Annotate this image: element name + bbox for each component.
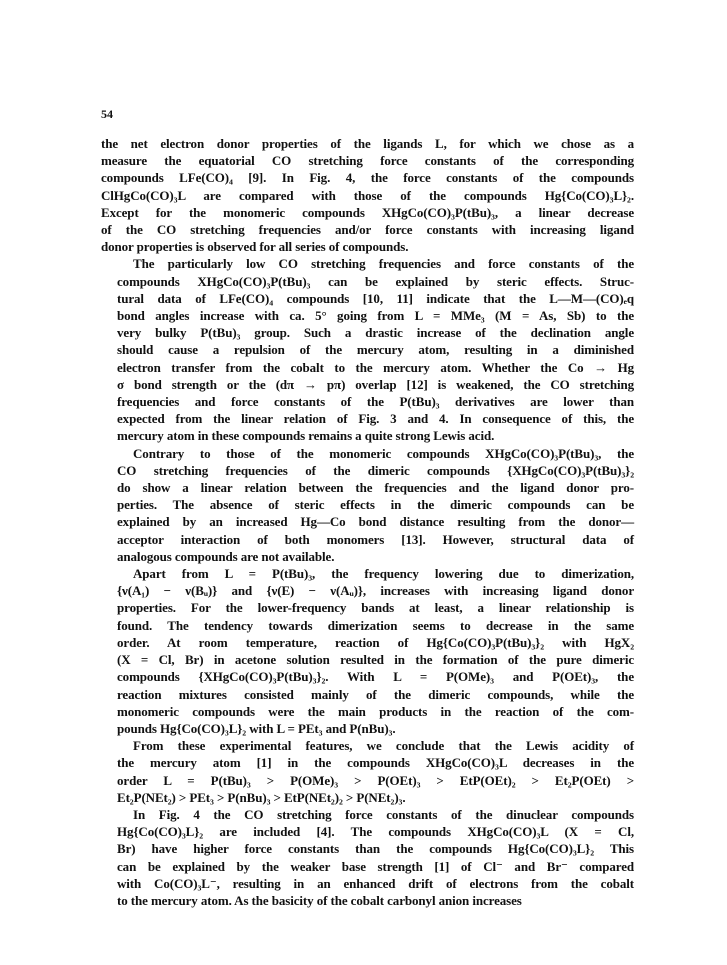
paragraph: [101, 565, 634, 737]
text-line: In Fig. 4 the CO stretching force constants of the dinuclear compounds: [133, 806, 634, 822]
text-line: {ν(A₁) − ν(Bᵤ)} and {ν(E) − ν(Aᵤ)}, increases with increasing ligand donor: [117, 583, 634, 599]
text-line: Except for the monomeric compounds XHgCo(CO)₃P(tBu)₃, a linear decrease: [101, 204, 634, 220]
page-number: 54: [101, 107, 113, 121]
text-line: do show a linear relation between the frequencies and the ligand donor pro-: [117, 480, 634, 496]
paragraph: [101, 806, 634, 909]
text-line: should cause a repulsion of the mercury atom, resulting in a diminished: [117, 342, 634, 358]
text-line: acceptor interaction of both monomers [13]. However, structural data of: [117, 531, 634, 547]
text-line: to the mercury atom. As the basicity of the cobalt carbonyl anion increases: [117, 892, 522, 908]
text-line: perties. The absence of steric effects in the dimeric compounds can be: [117, 497, 634, 513]
text-line: compounds {XHgCo(CO)₃P(tBu)₃}₂. With L = P(OMe)₃ and P(OEt)₃, the: [117, 669, 634, 685]
text-line: electron transfer from the cobalt to the mercury atom. Whether the Co → Hg: [117, 359, 634, 375]
paragraph: [101, 445, 634, 565]
text-line: The particularly low CO stretching frequencies and force constants of the: [133, 256, 634, 272]
text-line: of the CO stretching frequencies and/or force constants with increasing ligand: [101, 222, 634, 238]
paragraph: [101, 255, 634, 444]
text-line: can be explained by the weaker base strength [1] of Cl⁻ and Br⁻ compared: [117, 858, 634, 874]
paragraph: [101, 737, 634, 806]
text-line: analogous compounds are not available.: [117, 548, 335, 564]
text-line: monomeric compounds were the main products in the reaction of the com-: [117, 703, 634, 719]
text-line: Contrary to those of the monomeric compounds XHgCo(CO)₃P(tBu)₃, the: [133, 445, 634, 461]
text-line: bond angles increase with ca. 5° going from L = MMe₃ (M = As, Sb) to the: [117, 308, 634, 324]
text-line: the net electron donor properties of the ligands L, for which we chose as a: [101, 136, 634, 151]
text-line: order L = P(tBu)₃ > P(OMe)₃ > P(OEt)₃ > EtP(OEt)₂ > Et₂P(OEt) >: [117, 772, 634, 788]
text-line: reaction mixtures consisted mainly of the dimeric compounds, while the: [117, 686, 634, 702]
text-line: properties. For the lower-frequency bands at least, a linear relationship is: [117, 600, 634, 616]
text-line: donor properties is observed for all series of compounds.: [101, 239, 409, 255]
text-line: compounds LFe(CO)₄ [9]. In Fig. 4, the force constants of the compounds: [101, 170, 634, 186]
text-line: Et₂P(NEt₂) > PEt₃ > P(nBu)₃ > EtP(NEt₂)₂ > P(NEt₂)₃.: [117, 789, 406, 805]
text-line: Hg{Co(CO)₃L}₂ are included [4]. The compounds XHgCo(CO)₃L (X = Cl,: [117, 824, 634, 840]
text-line: mercury atom in these compounds remains a quite strong Lewis acid.: [117, 428, 495, 444]
text-line: with Co(CO)₃L⁻, resulting in an enhanced drift of electrons from the cobalt: [117, 875, 634, 891]
text-line: CO stretching frequencies of the dimeric compounds {XHgCo(CO)₃P(tBu)₃}₂: [117, 462, 634, 478]
text-line: From these experimental features, we conclude that the Lewis acidity of: [133, 738, 634, 754]
text-line: measure the equatorial CO stretching force constants of the corresponding: [101, 153, 634, 169]
body-text: [101, 135, 634, 909]
text-line: tural data of LFe(CO)₄ compounds [10, 11] indicate that the L—M—(CO)ₑq: [117, 290, 634, 306]
text-line: order. At room temperature, reaction of Hg{Co(CO)₃P(tBu)₃}₂ with HgX₂: [117, 634, 634, 650]
text-line: (X = Cl, Br) in acetone solution resulted in the formation of the pure dimeric: [117, 652, 634, 668]
text-line: σ bond strength or the (dπ → pπ) overlap [12] is weakened, the CO stretching: [117, 376, 634, 392]
text-line: Apart from L = P(tBu)₃, the frequency lowering due to dimerization,: [133, 566, 634, 582]
text-line: frequencies and force constants of the P(tBu)₃ derivatives are lower than: [117, 394, 634, 410]
text-line: ClHgCo(CO)₃L are compared with those of the compounds Hg{Co(CO)₃L}₂.: [101, 187, 634, 203]
text-line: Br) have higher force constants than the compounds Hg{Co(CO)₃L}₂ This: [117, 841, 634, 857]
text-line: explained by an increased Hg—Co bond distance resulting from the donor—: [117, 514, 634, 530]
text-line: very bulky P(tBu)₃ group. Such a drastic increase of the declination angle: [117, 325, 634, 341]
paragraph: [101, 135, 634, 255]
text-line: pounds Hg{Co(CO)₃L}₂ with L = PEt₃ and P(nBu)₃.: [117, 720, 396, 736]
text-line: expected from the linear relation of Fig. 3 and 4. In consequence of this, the: [117, 411, 634, 427]
text-line: found. The tendency towards dimerization seems to decrease in the same: [117, 617, 634, 633]
text-line: the mercury atom [1] in the compounds XHgCo(CO)₃L decreases in the: [117, 755, 634, 771]
text-line: compounds XHgCo(CO)₃P(tBu)₃ can be explained by steric effects. Struc-: [117, 273, 634, 289]
